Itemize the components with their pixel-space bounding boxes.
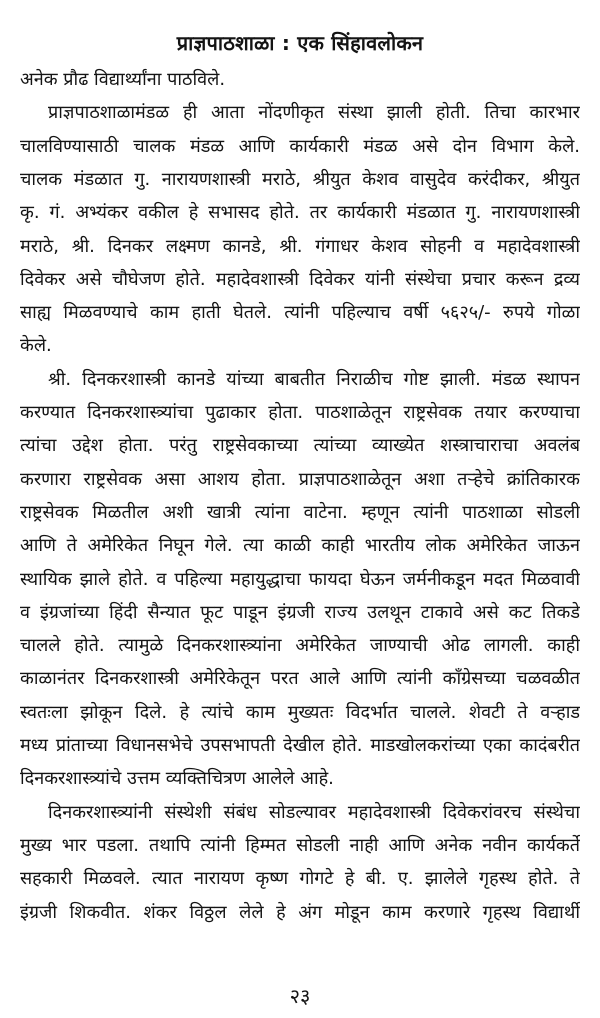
text-line: सहकारी मिळवले. त्यात नारायण कृष्ण गोगटे हे बी. ए. झालेले गृहस्थ होते. ते bbox=[20, 868, 580, 890]
page-number: २३ bbox=[289, 984, 311, 1008]
text-line: दिनकरशास्त्र्यांनी संस्थेशी संबंध सोडल्यावर महादेवशास्त्री दिवेकरांवरच संस्थेचा bbox=[48, 801, 580, 823]
text-line: मुख्य भार पडला. तथापि त्यांनी हिम्मत सोडली नाही आणि अनेक नवीन कार्यकर्ते bbox=[20, 834, 580, 856]
text-line: साह्य मिळवण्याचे काम हाती घेतले. त्यांनी पहिल्याच वर्षी ५६२५/- रुपये गोळा bbox=[20, 302, 580, 324]
text-line: इंग्रजी शिकवीत. शंकर विठ्ठल लेले हे अंग मोडून काम करणारे गृहस्थ विद्यार्थी bbox=[20, 901, 580, 923]
text-line: कृ. गं. अभ्यंकर वकील हे सभासद होते. तर कार्यकारी मंडळात गु. नारायणशास्त्री bbox=[20, 202, 580, 224]
text-line: त्यांचा उद्देश होता. परंतु राष्ट्रसेवकाच्या त्यांच्या व्याख्येत शस्त्राचाराचा अवलंब bbox=[20, 435, 580, 457]
text-line: दिनकरशास्त्र्यांचे उत्तम व्यक्तिचित्रण आलेले आहे. bbox=[20, 768, 334, 790]
text-line: राष्ट्रसेवक मिळतील अशी खात्री त्यांना वाटेना. म्हणून त्यांनी पाठशाळा सोडली bbox=[20, 501, 580, 523]
text-line: दिवेकर असे चौघेजण होते. महादेवशास्त्री दिवेकर यांनी संस्थेचा प्रचार करून द्रव्य bbox=[20, 268, 580, 290]
text-line: केले. bbox=[20, 335, 52, 357]
page-title: प्राज्ञपाठशाळा : एक सिंहावलोकन bbox=[176, 31, 424, 55]
text-line: करणारा राष्ट्रसेवक असा आशय होता. प्राज्ञपाठशाळेतून अशा तऱ्हेचे क्रांतिकारक bbox=[20, 468, 580, 490]
text-line: मध्य प्रांताच्या विधानसभेचे उपसभापती देखील होते. माडखोलकरांच्या एका कादंबरीत bbox=[20, 735, 580, 756]
text-line: काळानंतर दिनकरशास्त्री अमेरिकेतून परत आले आणि त्यांनी काँग्रेसच्या चळवळीत bbox=[20, 668, 580, 690]
text-line: प्राज्ञपाठशाळामंडळ ही आता नोंदणीकृत संस्था झाली होती. तिचा कारभार bbox=[48, 102, 580, 124]
text-line: चालले होते. त्यामुळे दिनकरशास्त्र्यांना अमेरिकेत जाण्याची ओढ लागली. काही bbox=[20, 635, 580, 657]
text-line: स्वतःला झोकून दिले. हे त्यांचे काम मुख्यतः विदर्भात चालले. शेवटी ते वऱ्हाड bbox=[20, 701, 580, 723]
text-line: चालविण्यासाठी चालक मंडळ आणि कार्यकारी मंडळ असे दोन विभाग केले. bbox=[20, 135, 580, 157]
text-line: व इंग्रजांच्या हिंदी सैन्यात फूट पाडून इंग्रजी राज्य उलथून टाकावे असे कट तिकडे bbox=[20, 601, 580, 623]
text-line: चालक मंडळात गु. नारायणशास्त्री मराठे, श्रीयुत केशव वासुदेव करंदीकर, श्रीयुत bbox=[20, 168, 580, 190]
text-line: मराठे, श्री. दिनकर लक्ष्मण कानडे, श्री. गंगाधर केशव सोहनी व महादेवशास्त्री bbox=[20, 235, 580, 257]
text-line: स्थायिक झाले होते. व पहिल्या महायुद्धाचा फायदा घेऊन जर्मनीकडून मदत मिळवावी bbox=[20, 568, 580, 590]
text-line: करण्यात दिनकरशास्त्र्यांचा पुढाकार होता. पाठशाळेतून राष्ट्रसेवक तयार करण्याचा bbox=[20, 402, 580, 423]
text-line: अनेक प्रौढ विद्यार्थ्यांना पाठविले. bbox=[20, 69, 226, 90]
text-line: आणि ते अमेरिकेत निघून गेले. त्या काळी काही भारतीय लोक अमेरिकेत जाऊन bbox=[20, 535, 580, 557]
text-line: श्री. दिनकरशास्त्री कानडे यांच्या बाबतीत निराळीच गोष्ट झाली. मंडळ स्थापन bbox=[48, 368, 580, 390]
